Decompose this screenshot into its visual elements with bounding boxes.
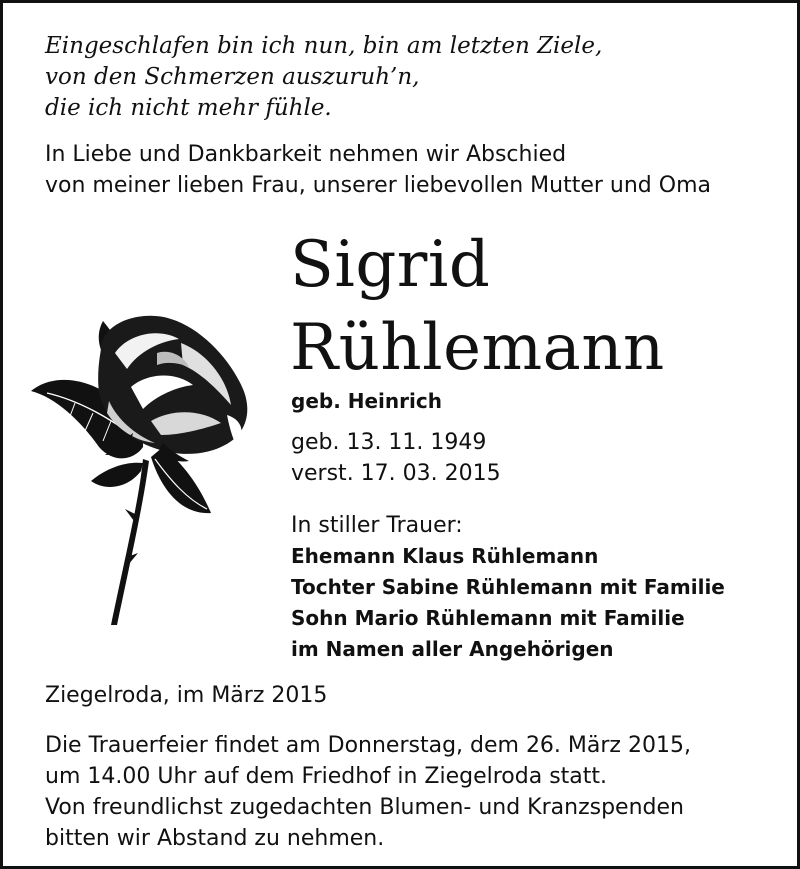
poem-line: von den Schmerzen auszuruh’n, — [45, 64, 420, 90]
birth-date: geb. 13. 11. 1949 — [291, 430, 487, 455]
poem — [45, 31, 602, 124]
mourner-name: Sohn Mario Rühlemann mit Familie — [291, 606, 685, 630]
mourners-block — [291, 510, 725, 665]
death-date: verst. 17. 03. 2015 — [291, 461, 501, 486]
mourner-name: im Namen aller Angehörigen — [291, 637, 614, 661]
deceased-first-name: Sigrid — [290, 228, 491, 302]
life-dates — [291, 427, 501, 489]
intro-line: In Liebe und Dankbarkeit nehmen wir Abschied — [45, 142, 567, 167]
service-info — [45, 730, 691, 854]
service-line: bitten wir Abstand zu nehmen. — [45, 826, 385, 851]
intro-line: von meiner lieben Frau, unserer liebevollen Mutter und Oma — [45, 173, 711, 198]
service-line: Von freundlichst zugedachten Blumen- und Kranzspenden — [45, 795, 684, 820]
service-line: Die Trauerfeier findet am Donnerstag, dem 26. März 2015, — [45, 733, 691, 758]
mourner-name: Ehemann Klaus Rühlemann — [291, 544, 599, 568]
maiden-name: geb. Heinrich — [291, 389, 442, 413]
poem-line: Eingeschlafen bin ich nun, bin am letzten Ziele, — [45, 33, 603, 59]
rose-image — [31, 309, 251, 627]
mourner-name: Tochter Sabine Rühlemann mit Familie — [291, 575, 725, 599]
intro-text — [45, 139, 711, 201]
deceased-last-name: Rühlemann — [290, 311, 665, 385]
place-date: Ziegelroda, im März 2015 — [45, 683, 328, 708]
poem-line: die ich nicht mehr fühle. — [45, 95, 332, 121]
service-line: um 14.00 Uhr auf dem Friedhof in Ziegelroda statt. — [45, 764, 608, 789]
mourners-heading: In stiller Trauer: — [291, 513, 463, 538]
